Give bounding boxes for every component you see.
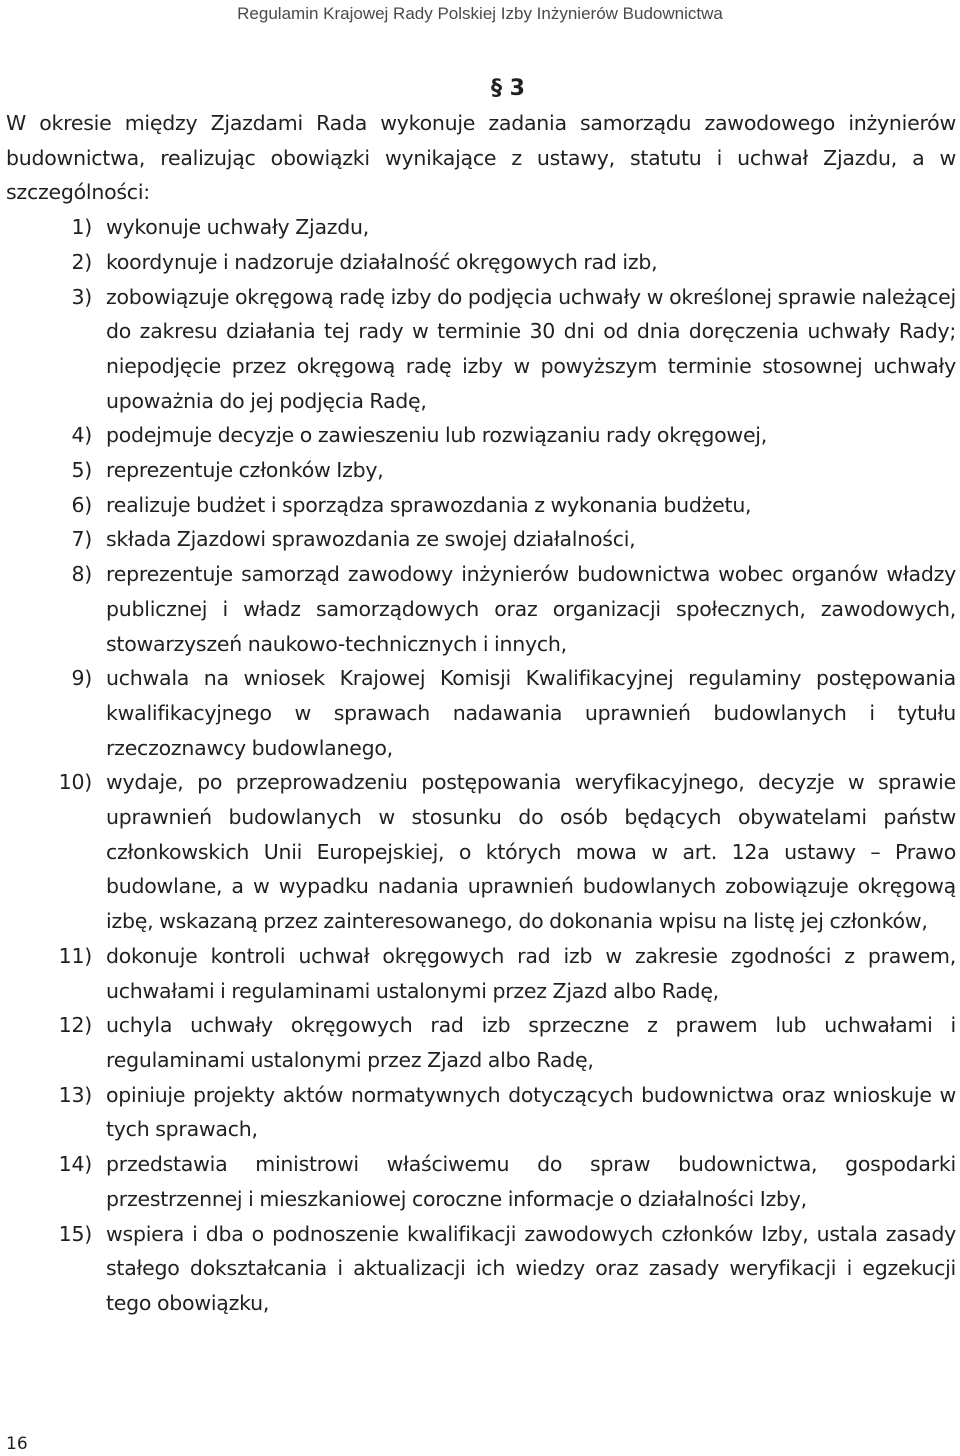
obligations-list [6,210,956,1321]
item-number: 2) [71,249,92,274]
list-item [6,1217,956,1321]
item-text: realizuje budżet i sporządza sprawozdania z wykonania budżetu, [106,492,752,517]
item-text: zobowiązuje okręgową radę izby do podjęcia uchwały w określonej sprawie należącej do zakresu działania tej rady w terminie 30 dni od dnia doręczenia uchwały Rady; niepodjęcie przez okręgową radę izby w powyższym terminie stosownej uchwały upoważnia do jej podjęcia Radę, [106,284,956,413]
item-number: 7) [71,527,92,552]
section-intro: W okresie między Zjazdami Rada wykonuje zadania samorządu zawodowego inżynierów budownictwa, realizując obowiązki wynikające z ustawy, statutu i uchwał Zjazdu, a w szczególności: [6,111,956,205]
item-text: przedstawia ministrowi właściwemu do spraw budownictwa, gospodarki przestrzennej i mieszkaniowej coroczne informacje o działalności Izby, [106,1152,956,1211]
item-number: 11) [58,943,92,968]
item-text: opiniuje projekty aktów normatywnych dotyczących budownictwa oraz wnioskuje w tych sprawach, [106,1082,956,1142]
item-number: 12) [58,1013,92,1038]
section-body [6,106,956,1321]
list-item [6,522,956,557]
list-item [6,1078,956,1147]
running-header: Regulamin Krajowej Rady Polskiej Izby Inżynierów Budownictwa [237,4,723,23]
list-item [6,765,956,939]
item-number: 8) [71,562,92,587]
item-text: składa Zjazdowi sprawozdania ze swojej działalności, [106,527,636,552]
item-text: wspiera i dba o podnoszenie kwalifikacji zawodowych członków Izby, ustala zasady stałego dokształcania i aktualizacji ich wiedzy oraz zasady weryfikacji i egzekucji tego obowiązku, [106,1221,956,1315]
section-heading: § 3 [491,76,525,101]
item-number: 3) [71,284,92,309]
item-text: wydaje, po przeprowadzeniu postępowania weryfikacyjnego, decyzje w sprawie uprawnień budowlanych w stosunku do osób będących obywatelami państw członkowskich Unii Europejskiej, o których mowa w art. 12a ustawy – Prawo budowlane, a w wypadku nadania uprawnień budowlanych zobowiązuje okręgową izbę, wskazaną przez zainteresowanego, do dokonania wpisu na listę jej członków, [106,770,956,934]
list-item [6,453,956,488]
item-number: 15) [58,1221,92,1246]
item-text: reprezentuje samorząd zawodowy inżynierów budownictwa wobec organów władzy publicznej i władz samorządowych oraz organizacji społecznych, zawodowych, stowarzyszeń naukowo-technicznych i innych, [106,562,956,656]
item-text: wykonuje uchwały Zjazdu, [106,215,370,240]
item-number: 14) [58,1152,92,1177]
item-number: 10) [58,770,92,795]
item-text: uchyla uchwały okręgowych rad izb sprzeczne z prawem lub uchwałami i regulaminami ustalonymi przez Zjazd albo Radę, [106,1013,956,1072]
item-text: koordynuje i nadzoruje działalność okręgowych rad izb, [106,249,658,274]
item-number: 4) [71,423,92,448]
page-number: 16 [6,1434,28,1454]
item-text: podejmuje decyzje o zawieszeniu lub rozwiązaniu rady okręgowej, [106,423,768,448]
list-item [6,488,956,523]
item-number: 9) [71,666,92,691]
item-number: 13) [58,1082,92,1107]
item-number: 1) [71,215,92,240]
item-text: dokonuje kontroli uchwał okręgowych rad izb w zakresie zgodności z prawem, uchwałami i regulaminami ustalonymi przez Zjazd albo Radę, [106,943,956,1003]
item-text: reprezentuje członków Izby, [106,458,384,483]
item-text: uchwala na wniosek Krajowej Komisji Kwalifikacyjnej regulaminy postępowania kwalifikacyjnego w sprawach nadawania uprawnień budowlanych i tytułu rzeczoznawcy budowlanego, [106,666,956,760]
list-item [6,557,956,661]
list-item [6,418,956,453]
list-item [6,661,956,765]
list-item [6,939,956,1008]
item-number: 5) [71,458,92,483]
item-number: 6) [71,492,92,517]
list-item [6,210,956,245]
list-item [6,245,956,280]
list-item [6,1008,956,1077]
list-item [6,1147,956,1216]
list-item [6,280,956,419]
